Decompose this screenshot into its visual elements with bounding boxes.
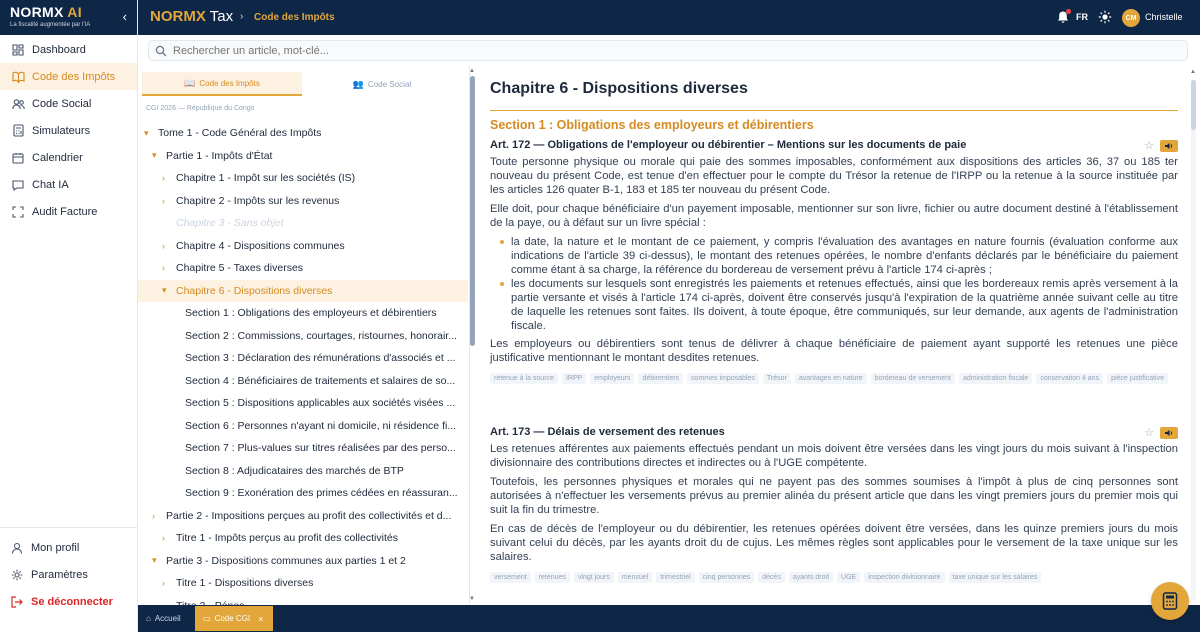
users-icon: 👥 (352, 78, 365, 89)
tree-node[interactable] (138, 167, 468, 190)
keyword-tag[interactable]: mensuel (618, 572, 652, 583)
keyword-tag[interactable]: vingt jours (574, 572, 614, 583)
tree-node-label: Section 6 : Personnes n'ayant ni domicile, ni résidence fi... (185, 419, 457, 432)
keyword-tags (490, 572, 1178, 583)
tree-node[interactable] (138, 280, 468, 303)
tree-node[interactable] (138, 550, 468, 573)
keyword-tag[interactable]: versement (490, 572, 531, 583)
nav-label: Calendrier (32, 151, 83, 164)
tree-node-label: Titre 1 - Impôts perçus au profit des collectivités (176, 532, 398, 545)
tree-node-label: Chapitre 1 - Impôt sur les sociétés (IS) (176, 172, 356, 185)
nav-label: Code des Impôts (32, 70, 116, 83)
chevron-right-icon: › (162, 533, 165, 544)
divider (490, 110, 1178, 111)
keyword-tag[interactable]: retenues (535, 572, 570, 583)
tree-section-item[interactable] (138, 302, 468, 325)
nav-item-code-impots[interactable] (0, 63, 137, 90)
sidebar (0, 0, 138, 632)
tree-node[interactable] (138, 257, 468, 280)
list-item: la date, la nature et le montant de ce paiement, y compris l'évaluation des avantages en nature fournis (évaluation conforme aux indications de l'article 39 ci-dessus), le montant des retenues opérées, le nombre d'enfants déclarés par le bénéficiaire du paiement comme étant à sa charge, la référence du bordereau de versement prévu à l'article 174 ci-après ; (498, 235, 1178, 277)
keyword-tag[interactable]: bordereau de versement (871, 373, 955, 384)
scan-icon (11, 205, 25, 219)
tab-label: Code des Impôts (199, 78, 260, 88)
close-icon[interactable]: × (258, 613, 264, 624)
logout-icon (10, 595, 24, 609)
content-scrollbar[interactable] (1191, 80, 1196, 130)
tree-node-label: Section 5 : Dispositions applicables aux sociétés visées ... (185, 397, 456, 410)
tree-section-item[interactable] (138, 437, 468, 460)
book-icon (11, 70, 25, 84)
nav-item-code-social[interactable] (0, 90, 137, 117)
keyword-tag[interactable]: sommes imposables (687, 373, 759, 384)
nav-label: Dashboard (32, 43, 86, 56)
tree-node-label: Partie 3 - Dispositions communes aux parties 1 et 2 (166, 554, 406, 567)
user-icon (10, 541, 24, 555)
tree-section-item[interactable] (138, 482, 468, 505)
footer-tab-label: Accueil (154, 614, 181, 623)
book-icon: 📖 (184, 77, 196, 88)
tree-node[interactable] (138, 122, 468, 145)
tree-node[interactable] (138, 572, 468, 595)
logout-button[interactable] (0, 588, 137, 615)
tree-node-label: Chapitre 2 - Impôts sur les revenus (176, 194, 340, 207)
keyword-tag[interactable]: UGE (837, 572, 860, 583)
article-actions (1144, 139, 1178, 152)
tree-scrollbar[interactable] (470, 76, 475, 346)
tree-section-item[interactable] (138, 370, 468, 393)
footer-tab-label: Code CGI (214, 614, 251, 623)
scroll-down-icon[interactable]: ▼ (469, 596, 475, 602)
chevron-right-icon: › (162, 263, 165, 274)
star-icon[interactable]: ☆ (1144, 140, 1154, 152)
article-172 (490, 139, 1178, 384)
brand-block (0, 0, 137, 35)
article-173 (490, 426, 1178, 583)
nav-label: Mon profil (31, 541, 80, 554)
keyword-tag[interactable]: administration fiscale (959, 373, 1032, 384)
tree-node-label: Section 7 : Plus-values sur titres réalisées par des perso... (185, 442, 456, 455)
article-paragraph: En cas de décès de l'employeur ou du débirentier, les retenues opérées doivent être versées, dans les quinze premiers jours du mois suivant celui du décès, par les ayants droit du de cujus. Les mêmes règles sont applicables pour le versement de la taxe unique sur les salaires. (490, 523, 1178, 563)
article-paragraph: Elle doit, pour chaque bénéficiaire d'un payement imposable, mentionner sur son livre, fichier ou autre document destiné à l'établissement de la paye, ou à défaut sur un livre spécial : (490, 203, 1178, 229)
tree-list (138, 122, 468, 617)
code-tree-panel (138, 67, 470, 605)
search-input[interactable] (173, 45, 1073, 57)
tree-node-label: Chapitre 3 - Sans objet (176, 217, 284, 230)
tab-label: Code Social (368, 79, 412, 89)
tree-node-label: Section 2 : Commissions, courtages, ristournes, honorair... (185, 329, 457, 342)
article-paragraph: Toute personne physique ou morale qui paie des sommes imposables, conformément aux dispositions des articles 36, 37 ou 185 ter nouveau du présent Code, est tenue d'en effectuer pour le compte du Trésor la retenue de l'IRPP ou la retenue à la source instituée par les articles 126 quater B-1, 183 et 185 ter nouveau du présent Code. (490, 156, 1178, 196)
tree-section-item[interactable] (138, 415, 468, 438)
calendar-icon (11, 151, 25, 165)
calculator-icon (11, 124, 25, 138)
nav-label: Code Social (32, 97, 92, 110)
keyword-tag[interactable]: ayants droit (789, 572, 833, 583)
chat-icon (11, 178, 25, 192)
tree-section-item[interactable] (138, 325, 468, 348)
article-title: Art. 173 — Délais de versement des retenues (490, 426, 725, 438)
keyword-tag[interactable]: retenue à la source (490, 373, 558, 384)
collapse-sidebar-icon[interactable]: ‹ (122, 9, 127, 24)
tree-tabs (142, 72, 462, 96)
tree-node-label: Section 8 : Adjudicataires des marchés de BTP (185, 464, 404, 477)
tree-node-label: Partie 2 - Impositions perçues au profit des collectivités et d... (166, 509, 452, 522)
chevron-down-icon: ▾ (162, 285, 167, 296)
tree-node-label: Section 9 : Exonération des primes cédées en réassuran... (185, 487, 458, 500)
language-switch[interactable]: FR (1076, 12, 1088, 22)
nav-item-audit-facture[interactable] (0, 198, 137, 225)
keyword-tags (490, 373, 1178, 384)
sun-icon[interactable] (1098, 10, 1112, 24)
keyword-tag[interactable]: IRPP (562, 373, 586, 384)
keyword-tag[interactable]: employeurs (590, 373, 634, 384)
book-icon: ▭ (203, 614, 211, 623)
nav-item-chat-ia[interactable] (0, 171, 137, 198)
app-logo: NORMX AI (10, 4, 82, 20)
article-list (498, 235, 1178, 333)
article-paragraph: Toutefois, les personnes physiques et morales qui ne payent pas des sommes soumises à l'impôt à plus de cinq personnes sont autorisées à n'effectuer les versements prévus au premier alinéa du présent article que dans les vingt premiers jours du premier mois qui suit la fin du trimestre. (490, 476, 1178, 516)
footer-tabbar (138, 605, 1200, 632)
chevron-right-icon: › (162, 195, 165, 206)
tree-node[interactable] (138, 527, 468, 550)
tree-node-label: Titre 1 - Dispositions diverses (176, 577, 314, 590)
chevron-right-icon: › (152, 510, 155, 521)
tree-node-label: Chapitre 6 - Dispositions diverses (176, 284, 333, 297)
chevron-right-icon: › (162, 173, 165, 184)
tree-node-label: Section 1 : Obligations des employeurs et débirentiers (185, 307, 437, 320)
section-title: Section 1 : Obligations des employeurs et débirentiers (490, 118, 814, 132)
nav-item-dashboard[interactable] (0, 36, 137, 63)
app-tagline: La fiscalité augmentée par l'IA (10, 22, 91, 28)
article-content (476, 67, 1190, 605)
chevron-right-icon: › (162, 578, 165, 589)
tree-node[interactable] (138, 235, 468, 258)
keyword-tag[interactable]: taxe unique sur les salaires (949, 572, 1042, 583)
sidebar-bottom (0, 527, 137, 615)
calculator-fab[interactable] (1151, 582, 1189, 620)
tree-node-label: Section 4 : Bénéficiaires de traitements et salaires de so... (185, 374, 456, 387)
keyword-tag[interactable]: avantages en nature (795, 373, 867, 384)
nav-label: Chat IA (32, 178, 69, 191)
scroll-up-icon[interactable]: ▲ (1190, 69, 1196, 75)
tree-section-item[interactable] (138, 460, 468, 483)
header-brand: NORMX Tax (150, 8, 234, 25)
chevron-down-icon: ▾ (144, 127, 149, 138)
speaker-icon[interactable] (1160, 140, 1178, 152)
nav-item-calendrier[interactable] (0, 144, 137, 171)
notification-dot (1066, 9, 1071, 14)
scroll-up-icon[interactable]: ▲ (469, 68, 475, 74)
list-item: les documents sur lesquels sont enregistrés les paiements et retenues effectués, ainsi que les bordereaux remis après versement à la partie versante et visés à l'article 174 ci-après, doivent être conservés jusqu'à l'expiration de la quatrième année suivant celle au titre de laquelle les retenues sont faites. Ils doivent, à toute époque, être communiqués, sur leur demande, aux agents de l'administration fiscale. (498, 277, 1178, 333)
keyword-tag[interactable]: trimestriel (656, 572, 694, 583)
keyword-tag[interactable]: inspection divisionnaire (864, 572, 944, 583)
gear-icon (10, 568, 24, 582)
tree-section-item[interactable] (138, 392, 468, 415)
nav-item-profile[interactable] (0, 534, 137, 561)
keyword-tag[interactable]: décès (758, 572, 785, 583)
chevron-down-icon: ▾ (152, 150, 157, 161)
chapter-title: Chapitre 6 - Dispositions diverses (490, 80, 748, 97)
tree-node[interactable] (138, 190, 468, 213)
top-header (138, 0, 1200, 35)
search-bar (148, 40, 1188, 61)
nav-label: Se déconnecter (31, 595, 113, 608)
keyword-tag[interactable]: Trésor (763, 373, 791, 384)
tree-node[interactable] (138, 212, 468, 235)
avatar[interactable]: CM (1122, 9, 1140, 27)
keyword-tag[interactable]: cinq personnes (699, 572, 754, 583)
nav-item-simulateurs[interactable] (0, 117, 137, 144)
chevron-right-icon: › (240, 11, 244, 22)
star-icon[interactable]: ☆ (1144, 427, 1154, 439)
content-scrollbar-track[interactable] (1191, 80, 1196, 600)
tree-node[interactable] (138, 145, 468, 168)
tab-code-impots[interactable] (142, 72, 302, 96)
calculator-icon (1162, 592, 1178, 610)
chevron-down-icon: ▾ (152, 555, 157, 566)
user-name[interactable]: Christelle (1145, 12, 1183, 22)
users-icon (11, 97, 25, 111)
footer-tab-home[interactable] (138, 606, 189, 631)
tree-section-item[interactable] (138, 347, 468, 370)
tree-node-label: Partie 1 - Impôts d'État (166, 149, 273, 162)
nav-item-settings[interactable] (0, 561, 137, 588)
footer-tab-code-cgi[interactable] (195, 606, 273, 631)
tree-node-label: Section 3 : Déclaration des rémunérations d'associés et ... (185, 352, 456, 365)
keyword-tag[interactable]: conservation 4 ans (1036, 373, 1103, 384)
keyword-tag[interactable]: débirentiers (638, 373, 683, 384)
tree-node-label: Chapitre 4 - Dispositions communes (176, 239, 345, 252)
breadcrumb[interactable]: Code des Impôts (254, 12, 335, 23)
nav-label: Paramètres (31, 568, 88, 581)
search-icon (155, 45, 167, 57)
tree-source-label: CGI 2026 — République du Congo (146, 105, 255, 112)
tree-node[interactable] (138, 505, 468, 528)
article-paragraph: Les retenues afférentes aux paiements effectués pendant un mois doivent être versées dans les vingt jours du mois suivant à l'inspection divisionnaire des contributions directes et indirectes ou à l'UGE compétente. (490, 443, 1178, 469)
tree-node-label: Tome 1 - Code Général des Impôts (158, 127, 322, 140)
keyword-tag[interactable]: pièce justificative (1107, 373, 1168, 384)
article-paragraph: Les employeurs ou débirentiers sont tenus de délivrer à chaque bénéficiaire de paiement ayant supporté les retenues une pièce justificative mentionnant le montant desdites retenues. (490, 338, 1178, 364)
speaker-icon[interactable] (1160, 427, 1178, 439)
tab-code-social[interactable] (302, 72, 462, 96)
main-nav (0, 36, 137, 225)
nav-label: Simulateurs (32, 124, 91, 137)
nav-label: Audit Facture (32, 205, 98, 218)
grid-icon (11, 43, 25, 57)
bell-icon[interactable] (1056, 10, 1070, 24)
article-actions (1144, 426, 1178, 439)
tree-node-label: Chapitre 5 - Taxes diverses (176, 262, 304, 275)
home-icon: ⌂ (146, 614, 151, 623)
chevron-right-icon: › (162, 240, 165, 251)
article-title: Art. 172 — Obligations de l'employeur ou débirentier – Mentions sur les documents de paie (490, 139, 967, 151)
